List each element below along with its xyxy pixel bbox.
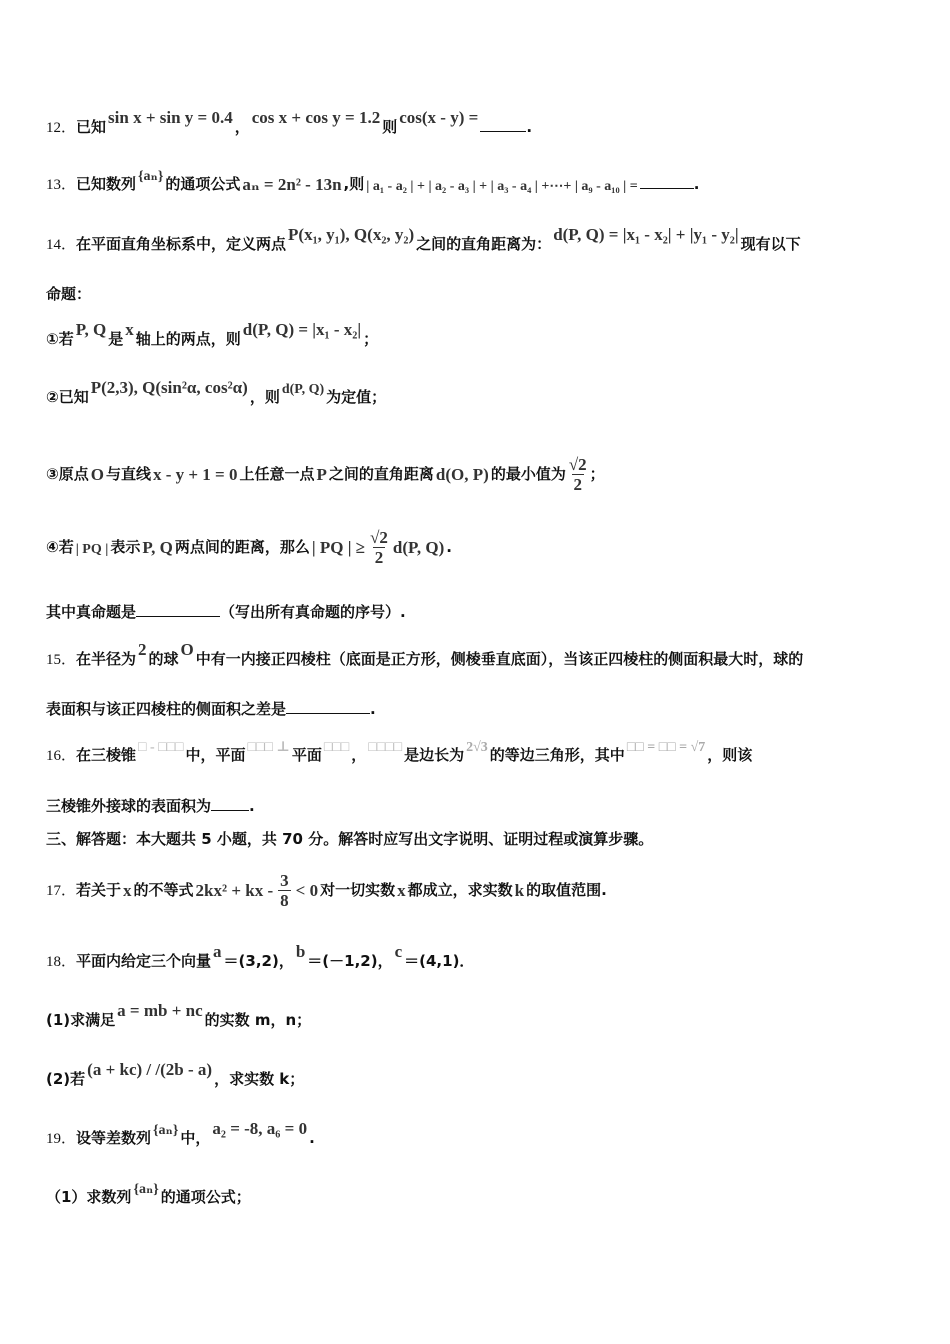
text: 上任意一点: [239, 465, 315, 483]
text: 之间的直角距离: [328, 465, 434, 483]
fraction: [370, 528, 388, 567]
text: 在三棱锥: [76, 746, 137, 764]
question-number: 12．: [46, 120, 77, 136]
text: ④若: [46, 538, 74, 556]
text: 都成立，求实数: [407, 881, 513, 899]
question-15: [46, 640, 804, 671]
answer-blank: [136, 600, 220, 617]
text: 已知: [76, 118, 107, 136]
math: | PQ | ≥: [311, 538, 366, 557]
text: .: [309, 1129, 315, 1147]
math: 2: [138, 640, 147, 659]
math: x - y + 1 = 0: [152, 465, 238, 484]
question-18-part1: [46, 1001, 312, 1031]
text: 的实数 m，n；: [204, 1011, 312, 1029]
question-14-tail: [46, 600, 406, 623]
missing-glyphs: □□ = □□ = √7: [626, 740, 706, 755]
text: 的取值范围.: [526, 881, 607, 899]
fraction: [569, 455, 587, 494]
answer-blank: [211, 794, 249, 811]
text: 三棱锥外接球的表面积为: [46, 797, 212, 815]
missing-glyphs: □□□□: [368, 740, 403, 755]
math: < 0: [295, 881, 319, 900]
math: x: [123, 881, 132, 900]
text: 则: [382, 118, 398, 136]
question-17: [46, 868, 607, 913]
missing-glyphs: □□□ ⊥: [247, 740, 290, 755]
math: sin x + sin y = 0.4: [108, 108, 233, 127]
math: a₂ = -8, a₆ = 0: [212, 1119, 308, 1138]
math: P, Q: [142, 538, 173, 557]
math: d(P, Q): [281, 382, 325, 397]
numerator: √2: [568, 455, 587, 474]
text: 的最小值为: [490, 465, 566, 483]
text: ，: [351, 746, 367, 764]
math: d(P, Q) = |x₁ - x₂|: [242, 320, 362, 339]
question-number: 19．: [46, 1131, 77, 1147]
question-16: [46, 740, 753, 768]
text: 在平面直角坐标系中，定义两点: [76, 235, 287, 253]
text: 两点间的距离，那么: [174, 538, 310, 556]
text: 现有以下: [740, 235, 801, 253]
text: ②已知: [46, 388, 89, 406]
question-number: 13．: [46, 177, 77, 193]
math: d(P, Q) = |x₁ - x₂| + |y₁ - y₂|: [553, 225, 739, 244]
text: 中有一内接正四棱柱（底面是正方形，侧棱垂直底面），当该正四棱柱的侧面积最大时，球的: [195, 650, 804, 668]
question-number: 17．: [46, 883, 77, 899]
text: 若关于: [76, 881, 122, 899]
text: ,则: [343, 175, 365, 193]
denominator: 8: [280, 891, 289, 910]
math: (a + kc) / /(2b - a): [87, 1060, 213, 1079]
math: d(P, Q): [392, 538, 445, 557]
text: 为定值；: [326, 388, 387, 406]
text: (2)若: [46, 1070, 86, 1088]
question-18-part2: [46, 1060, 305, 1090]
math: cos x + cos y = 1.2: [251, 108, 381, 127]
question-14: [46, 225, 801, 256]
missing-glyphs: □ - □□□: [138, 740, 184, 755]
text: 在半径为: [76, 650, 137, 668]
question-18: [46, 942, 475, 973]
text: （1）求数列: [46, 1188, 132, 1206]
math: | a₁ - a₂ | + | a₂ - a₃ | + | a₃ - a₄ | +⋯+ | a₉ - a₁₀ | =: [366, 179, 638, 194]
text: 的通项公式；: [160, 1188, 251, 1206]
question-19: [46, 1119, 315, 1151]
text: (1)求满足: [46, 1011, 116, 1029]
missing-glyphs: □□□: [323, 740, 350, 755]
question-15-line2: [46, 697, 376, 720]
math: b: [295, 942, 306, 961]
text: 表示: [110, 538, 141, 556]
text: .: [249, 797, 255, 815]
question-number: 14．: [46, 237, 77, 253]
text: 设等差数列: [76, 1129, 152, 1147]
text: ；: [589, 465, 605, 483]
text: 表面积与该正四棱柱的侧面积之差是: [46, 700, 287, 718]
math: 2kx² + kx -: [195, 881, 274, 900]
text: .: [693, 175, 700, 193]
question-14-line2: [46, 283, 91, 305]
text: ＝(－1,2)，: [307, 952, 393, 970]
text: 是: [108, 330, 124, 348]
math: aₙ = 2n² - 13n: [242, 175, 342, 194]
math: cos(x - y) =: [399, 108, 479, 127]
math: x: [125, 320, 134, 339]
math: a: [213, 942, 222, 961]
question-number: 16．: [46, 748, 77, 764]
answer-blank: [480, 115, 526, 132]
text: 的球: [148, 650, 179, 668]
math: 2√3: [466, 740, 488, 755]
math: P, Q: [75, 320, 107, 339]
math: {aₙ}: [133, 1182, 159, 1197]
denominator: 2: [573, 475, 582, 494]
math: a = mb + nc: [117, 1001, 203, 1020]
numerator: √2: [370, 528, 388, 547]
section-heading: 三、解答题：本大题共 5 小题，共 70 分。解答时应写出文字说明、证明过程或演算步骤。: [46, 830, 654, 848]
text: 的等边三角形，其中: [489, 746, 625, 764]
text: 平面内给定三个向量: [76, 952, 212, 970]
text: 已知数列: [76, 175, 137, 193]
proposition-4: [46, 525, 452, 571]
text: ①若: [46, 330, 74, 348]
math: O: [90, 465, 104, 484]
math: x: [397, 881, 406, 900]
math: c: [394, 942, 403, 961]
text: 其中真命题是: [46, 603, 137, 621]
math: P(x₁, y₁), Q(x₂, y₂): [288, 225, 415, 244]
text: ，: [234, 118, 250, 136]
question-16-line2: [46, 794, 255, 817]
text: 命题：: [46, 285, 92, 303]
text: ③原点: [46, 465, 89, 483]
math: O: [180, 640, 194, 659]
text: ，则: [249, 388, 280, 406]
math: k: [514, 881, 525, 900]
text: 平面: [291, 746, 322, 764]
text: （写出所有真命题的序号）.: [220, 603, 406, 621]
math: P: [316, 465, 327, 484]
question-number: 18．: [46, 954, 77, 970]
text: ，求实数 k；: [214, 1070, 305, 1088]
math: P(2,3), Q(sin²α, cos²α): [90, 378, 248, 397]
question-12: [46, 108, 533, 139]
text: .: [446, 538, 452, 556]
question-13: [46, 169, 700, 197]
text: 中，平面: [185, 746, 246, 764]
text: 中，: [180, 1129, 211, 1147]
answer-blank: [286, 697, 370, 714]
math: d(O, P): [435, 465, 489, 484]
text: .: [370, 700, 376, 718]
numerator: 3: [280, 871, 289, 890]
fraction: [278, 871, 291, 910]
text: 对一切实数: [320, 881, 396, 899]
text: 与直线: [105, 465, 151, 483]
proposition-3: [46, 452, 605, 496]
text: 的不等式: [133, 881, 194, 899]
text: 轴上的两点，则: [135, 330, 241, 348]
proposition-1: [46, 320, 379, 350]
text: ；: [363, 330, 379, 348]
proposition-2: [46, 378, 387, 410]
text: ＝(4,1)．: [404, 952, 475, 970]
question-number: 15．: [46, 652, 77, 668]
math: | PQ |: [75, 542, 109, 557]
text: ＝(3,2)，: [223, 952, 294, 970]
text: 的通项公式: [165, 175, 241, 193]
question-19-part1: [46, 1182, 251, 1210]
math: {aₙ}: [138, 169, 164, 184]
text: 之间的直角距离为：: [416, 235, 552, 253]
denominator: 2: [374, 548, 384, 567]
text: ，则该: [707, 746, 753, 764]
answer-blank: [640, 172, 694, 189]
text: .: [526, 118, 533, 136]
text: 是边长为: [404, 746, 465, 764]
math: {aₙ}: [153, 1123, 179, 1138]
